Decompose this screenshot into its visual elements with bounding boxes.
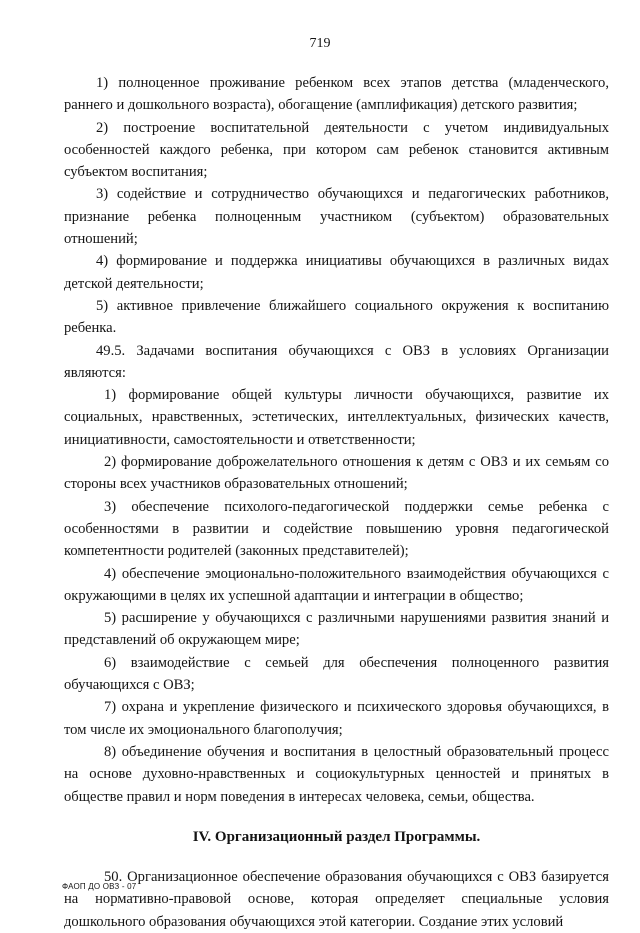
section-title: IV. Организационный раздел Программы. bbox=[192, 828, 481, 845]
list-item-principle-5: 5) активное привлечение ближайшего социального окружения к воспитанию ребенка. bbox=[64, 297, 609, 337]
list-item-task-5: 5) расширение у обучающихся с различными нарушениями развития знаний и представлений об окружающем мире; bbox=[64, 610, 609, 649]
list-item-principle-2: 2) построение воспитательной деятельности с учетом индивидуальных особенностей каждого ребенка, при котором сам ребенок становится активным субъектом воспитания; bbox=[64, 119, 609, 181]
list-item-task-8: 8) объединение обучения и воспитания в целостный образовательный процесс на основе духовно-нравственных и социокультурных ценностей и принятых в обществе правил и норм поведения в интересах человека, семьи, общества. bbox=[64, 743, 609, 805]
list-item-principle-4: 4) формирование и поддержка инициативы обучающихся в различных видах детской деятельности; bbox=[64, 253, 609, 292]
list-item-task-1: 1) формирование общей культуры личности обучающихся, развитие их социальных, нравственных, эстетических, интеллектуальных, физических качеств, инициативности, самостоятельности и ответственности; bbox=[64, 387, 609, 448]
list-item-task-7: 7) охрана и укрепление физического и психического здоровья обучающихся, в том числе их эмоционального благополучия; bbox=[64, 699, 609, 738]
clause-50-paragraph: 50. Организационное обеспечение образования обучающихся с ОВЗ базируется на нормативно-правовой основе, которая определяет специальные условия дошкольного образования обучающихся этой категории. Создание этих условий bbox=[64, 869, 609, 930]
list-item-task-2: 2) формирование доброжелательного отношения к детям с ОВЗ и их семьям со стороны всех участников образовательных отношений; bbox=[64, 454, 609, 493]
list-item-principle-3: 3) содействие и сотрудничество обучающихся и педагогических работников, признание ребенка полноценным участником (субъектом) образовательных отношений; bbox=[64, 186, 609, 248]
document-footer: ФАОП ДО ОВЗ - 07 bbox=[62, 882, 137, 891]
list-item-task-3: 3) обеспечение психолого-педагогической поддержки семье ребенка с особенностями в развитии и содействие повышению уровня педагогической компетентности родителей (законных представителей); bbox=[64, 498, 609, 560]
clause-49-5-heading: 49.5. Задачами воспитания обучающихся с ОВЗ в условиях Организации являются: bbox=[64, 342, 609, 381]
list-item-principle-1: 1) полноценное проживание ребенком всех этапов детства (младенческого, раннего и дошкольного возраста), обогащение (амплификация) детского развития; bbox=[64, 75, 609, 114]
list-item-task-6: 6) взаимодействие с семьей для обеспечения полноценного развития обучающихся с ОВЗ; bbox=[64, 654, 609, 694]
list-item-task-4: 4) обеспечение эмоционально-положительного взаимодействия обучающихся с окружающими в целях их успешной адаптации и интеграции в общество; bbox=[64, 565, 609, 604]
page-number: 719 bbox=[309, 36, 331, 51]
document-body bbox=[64, 72, 609, 933]
